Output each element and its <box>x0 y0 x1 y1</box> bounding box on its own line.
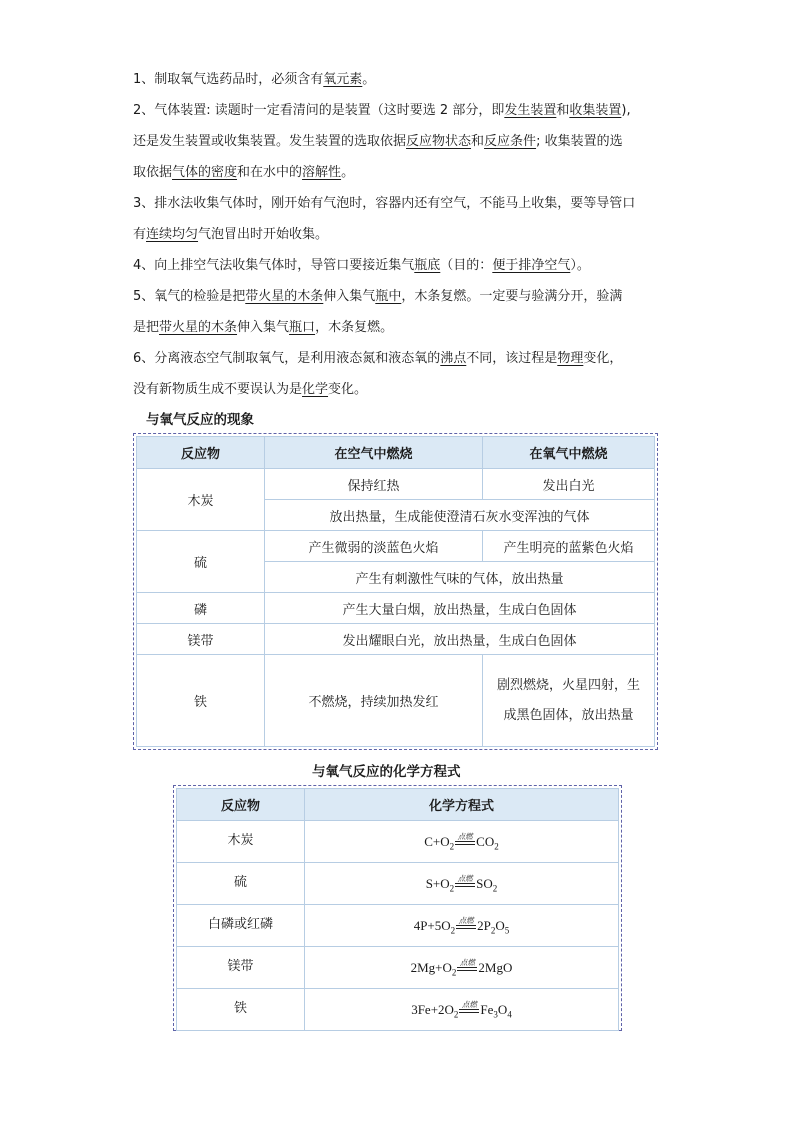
reactant-charcoal: 木炭 <box>137 469 265 531</box>
note-line <box>133 95 673 126</box>
key-term: 连续均匀 <box>146 227 199 242</box>
notes-section <box>133 64 673 405</box>
reactant-iron: 铁 <box>137 655 265 747</box>
formula-subscript: 2 <box>453 1009 459 1020</box>
equation-rhs <box>478 960 512 976</box>
note-text: ）。 <box>570 258 590 273</box>
equation-lhs <box>411 1002 458 1018</box>
formula-subscript: 2 <box>449 883 455 894</box>
note-text: 伸入集气 <box>237 320 290 335</box>
formula-text: 2P <box>477 918 491 933</box>
header-reactant: 反应物 <box>177 789 305 821</box>
header-in-air: 在空气中燃烧 <box>265 437 483 469</box>
note-text: ，木条复燃。 <box>315 320 394 335</box>
note-text: 。 <box>341 165 355 180</box>
header-reactant: 反应物 <box>137 437 265 469</box>
formula-subscript: 3 <box>493 1009 498 1020</box>
equals-sign <box>456 925 476 929</box>
formula-text: S+O <box>425 876 450 891</box>
key-term: 氧元素 <box>323 72 363 87</box>
equation-lhs <box>414 918 455 934</box>
key-term: 溶解性 <box>302 165 342 180</box>
equation-rhs <box>477 918 509 934</box>
note-line <box>133 188 673 219</box>
key-term: 反应物状态 <box>406 134 472 149</box>
combustion-phenomena-table-frame <box>133 433 658 750</box>
note-line <box>133 64 673 95</box>
formula-text: 3Fe+2O <box>411 1002 454 1017</box>
note-line <box>133 219 673 250</box>
note-line <box>133 126 673 157</box>
key-term: 瓶底 <box>414 258 441 273</box>
key-term: 物理 <box>557 351 584 366</box>
equation-row <box>177 989 619 1031</box>
formula-subscript: 2 <box>490 925 496 936</box>
equation-lhs <box>426 876 454 892</box>
note-text: 气泡冒出时开始收集。 <box>198 227 329 242</box>
note-text: 和在水中的 <box>237 165 303 180</box>
sulfur-common: 产生有刺激性气味的气体，放出热量 <box>265 562 655 593</box>
equation-row <box>177 863 619 905</box>
equations-table <box>176 788 619 1031</box>
magnesium-common: 发出耀眼白光，放出热量，生成白色固体 <box>265 624 655 655</box>
header-in-oxygen: 在氧气中燃烧 <box>483 437 655 469</box>
formula-text: Fe <box>480 1002 494 1017</box>
equation-rhs <box>476 834 499 850</box>
reaction-condition <box>457 959 477 976</box>
condition-label: 点燃 <box>457 832 473 841</box>
equation-reactant: 硫 <box>177 863 305 905</box>
formula-text: O <box>497 1002 508 1017</box>
equation-expression <box>414 917 510 934</box>
formula-subscript: 2 <box>451 967 457 978</box>
key-term: 沸点 <box>440 351 467 366</box>
condition-label: 点燃 <box>458 916 474 925</box>
iron-in-oxygen: 剧烈燃烧，火星四射，生成黑色固体，放出热量 <box>483 655 655 747</box>
note-text: 还是发生装置或收集装置。发生装置的选取依据 <box>133 134 407 149</box>
note-text: 2、气体装置: 读题时一定看清问的是装置（这时要选 2 部分，即 <box>133 103 505 118</box>
charcoal-common: 放出热量，生成能使澄清石灰水变浑浊的气体 <box>265 500 655 531</box>
note-line <box>133 374 673 405</box>
formula-text: C+O <box>424 834 450 849</box>
note-text: 伸入集气 <box>323 289 376 304</box>
equation-lhs <box>411 960 457 976</box>
chemical-equation <box>305 989 619 1031</box>
key-term: 便于排净空气 <box>492 258 571 273</box>
note-text: 变化， <box>583 351 623 366</box>
key-term: 带火星的木条 <box>245 289 324 304</box>
equals-sign <box>455 841 475 845</box>
note-text: 取依据 <box>133 165 173 180</box>
note-line <box>133 312 673 343</box>
reaction-condition <box>459 1001 479 1018</box>
key-term: 发生装置 <box>504 103 557 118</box>
reactant-magnesium: 镁带 <box>137 624 265 655</box>
key-term: 气体的密度 <box>172 165 238 180</box>
equation-expression <box>426 875 498 892</box>
formula-subscript: 2 <box>492 883 498 894</box>
equation-rhs <box>480 1002 511 1018</box>
key-term: 反应条件 <box>484 134 537 149</box>
equation-rhs <box>476 876 497 892</box>
equations-table-frame <box>173 785 622 1031</box>
equation-expression <box>411 1001 512 1018</box>
formula-subscript: 2 <box>494 841 499 852</box>
note-text: ), <box>621 103 631 118</box>
note-line <box>133 281 673 312</box>
key-term: 瓶中 <box>375 289 402 304</box>
charcoal-in-oxygen: 发出白光 <box>483 469 655 500</box>
note-text: 4、向上排空气法收集气体时，导管口要接近集气 <box>133 258 415 273</box>
condition-label: 点燃 <box>461 1000 477 1009</box>
note-text: 1、制取氧气选药品时，必须含有 <box>133 72 324 87</box>
note-text: 变化。 <box>328 382 368 397</box>
note-text: 没有新物质生成不要误认为是 <box>133 382 303 397</box>
note-text: 和 <box>556 103 570 118</box>
table2-title: 与氧气反应的化学方程式 <box>312 764 461 780</box>
note-line <box>133 157 673 188</box>
formula-text: 2MgO <box>478 960 513 975</box>
key-term: 化学 <box>302 382 329 397</box>
formula-subscript: 5 <box>504 925 510 936</box>
reaction-condition <box>455 875 475 892</box>
formula-subscript: 2 <box>450 925 456 936</box>
key-term: 收集装置 <box>569 103 622 118</box>
condition-label: 点燃 <box>457 874 473 883</box>
formula-subscript: 2 <box>449 841 455 852</box>
phosphorus-common: 产生大量白烟，放出热量，生成白色固体 <box>265 593 655 624</box>
note-text: 和 <box>471 134 485 149</box>
equation-row <box>177 947 619 989</box>
note-text: 5、氧气的检验是把 <box>133 289 246 304</box>
equation-expression <box>424 833 498 850</box>
equation-reactant: 铁 <box>177 989 305 1031</box>
equation-row <box>177 821 619 863</box>
iron-in-air: 不燃烧，持续加热发红 <box>265 655 483 747</box>
note-text: 。 <box>362 72 376 87</box>
chemical-equation <box>305 863 619 905</box>
note-text: 3、排水法收集气体时，刚开始有气泡时，容器内还有空气，不能马上收集，要等导管口 <box>133 196 636 211</box>
header-equation: 化学方程式 <box>305 789 619 821</box>
note-line <box>133 250 673 281</box>
equation-expression <box>411 959 513 976</box>
sulfur-in-air: 产生微弱的淡蓝色火焰 <box>265 531 483 562</box>
equation-reactant: 白磷或红磷 <box>177 905 305 947</box>
reaction-condition <box>455 833 475 850</box>
combustion-phenomena-table <box>136 436 655 747</box>
equation-reactant: 镁带 <box>177 947 305 989</box>
note-text: ; 收集装置的选 <box>536 134 623 149</box>
equals-sign <box>457 967 477 971</box>
table1-title: 与氧气反应的现象 <box>146 412 254 428</box>
equals-sign <box>459 1009 479 1013</box>
note-text: （目的： <box>440 258 493 273</box>
equation-lhs <box>424 834 454 850</box>
condition-label: 点燃 <box>459 958 475 967</box>
charcoal-in-air: 保持红热 <box>265 469 483 500</box>
formula-text: 4P+5O <box>413 918 451 933</box>
key-term: 带火星的木条 <box>159 320 238 335</box>
chemical-equation <box>305 947 619 989</box>
sulfur-in-oxygen: 产生明亮的蓝紫色火焰 <box>483 531 655 562</box>
reactant-phosphorus: 磷 <box>137 593 265 624</box>
note-text: ，木条复燃。一定要与验满分开，验满 <box>401 289 623 304</box>
note-line <box>133 343 673 374</box>
note-text: 是把 <box>133 320 160 335</box>
reactant-sulfur: 硫 <box>137 531 265 593</box>
formula-text: CO <box>476 834 495 849</box>
formula-subscript: 4 <box>507 1009 512 1020</box>
formula-text: O <box>495 918 505 933</box>
formula-text: SO <box>476 876 493 891</box>
equation-reactant: 木炭 <box>177 821 305 863</box>
chemical-equation <box>305 905 619 947</box>
note-text: 有 <box>133 227 147 242</box>
reaction-condition <box>456 917 476 934</box>
chemical-equation <box>305 821 619 863</box>
equals-sign <box>455 883 475 887</box>
key-term: 瓶口 <box>289 320 316 335</box>
note-text: 不同，该过程是 <box>466 351 558 366</box>
equation-row <box>177 905 619 947</box>
formula-text: 2Mg+O <box>410 960 452 975</box>
note-text: 6、分离液态空气制取氧气，是利用液态氮和液态氧的 <box>133 351 441 366</box>
